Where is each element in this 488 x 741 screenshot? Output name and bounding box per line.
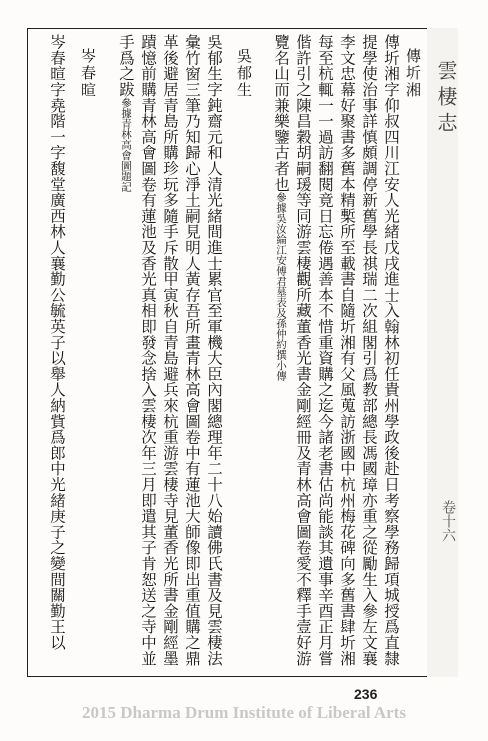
source-note-fu: 參據吳汝綸江安傅君墓表及孫仲約撰小傳	[275, 192, 287, 381]
entry-heading-fu: 傳圻湘	[404, 48, 422, 99]
text-column: 岑春暄字堯階一字馥堂廣西林人襄勤公毓英子以舉人納貲爲郎中光緒庚子之變間關勤王以	[48, 34, 66, 651]
text-column: 革後避居青島所購珍玩多隨手斥散甲寅秋自青島避兵來杭重游雲棲寺見董香光所書金剛經墨	[161, 34, 179, 666]
text-column: 吳郁生字鈍齋元和人清光緒間進士累官至軍機大臣內閣總理年二十八始讀佛氏書及見雲棲法	[205, 34, 223, 666]
text-column: 偕許引之陳昌穀胡嗣瑗等同游雲棲觀所藏董香光書金剛經冊及青林高會圖卷愛不釋手壹好游	[294, 34, 312, 666]
text-column: 每至杭輒一一過訪翻閱竟日忘倦遇善本不惜重資購之迄今諸老書估尚能談其遺事辛酉正月嘗	[316, 34, 334, 666]
source-note-wu: 參據青林高會圖題記	[120, 97, 132, 192]
page-number: 236	[354, 686, 378, 702]
text-column	[270, 34, 292, 674]
text-column: 提學使治事詳慎頗調停新舊學長祺瑞二次組閣引爲教部總長馮國璋亦重之從勵生入參左文襄	[360, 34, 378, 666]
volume-label: 卷十六	[440, 500, 456, 542]
entry-heading-wu: 吳郁生	[235, 48, 253, 99]
text-column: 蹟憶前購青林高會圖卷有蓮池及香光真相即發念捨入雲棲次年三月即遣其子肯恕送之寺中並	[139, 34, 157, 666]
text-column: 李文忠幕好聚書多舊本精槧所至載書自隨圻湘有父風蒐訪浙國中杭州梅花碑向多舊書肆圻湘	[338, 34, 356, 666]
book-title: 雲棲志	[434, 60, 458, 138]
text-run: 覽名山而兼樂鑒古者也	[272, 34, 290, 192]
text-column	[115, 34, 137, 674]
text-run: 手爲之跋	[117, 34, 135, 98]
text-column: 彙竹窗三筆乃知歸心淨土嗣見明人黃存吾所畫青林高會圖卷中有蓮池大師像即出重值購之鼎	[183, 34, 201, 666]
entry-heading-cen: 岑春暄	[79, 48, 97, 99]
watermark-footer: 2015 Dharma Drum Institute of Liberal Arts	[82, 703, 406, 722]
text-column: 傳圻湘字仰叔四川江安人光緒戊戌進士入翰林初任貴州學政後赴日考察學務歸項城授爲直隸	[382, 34, 400, 666]
